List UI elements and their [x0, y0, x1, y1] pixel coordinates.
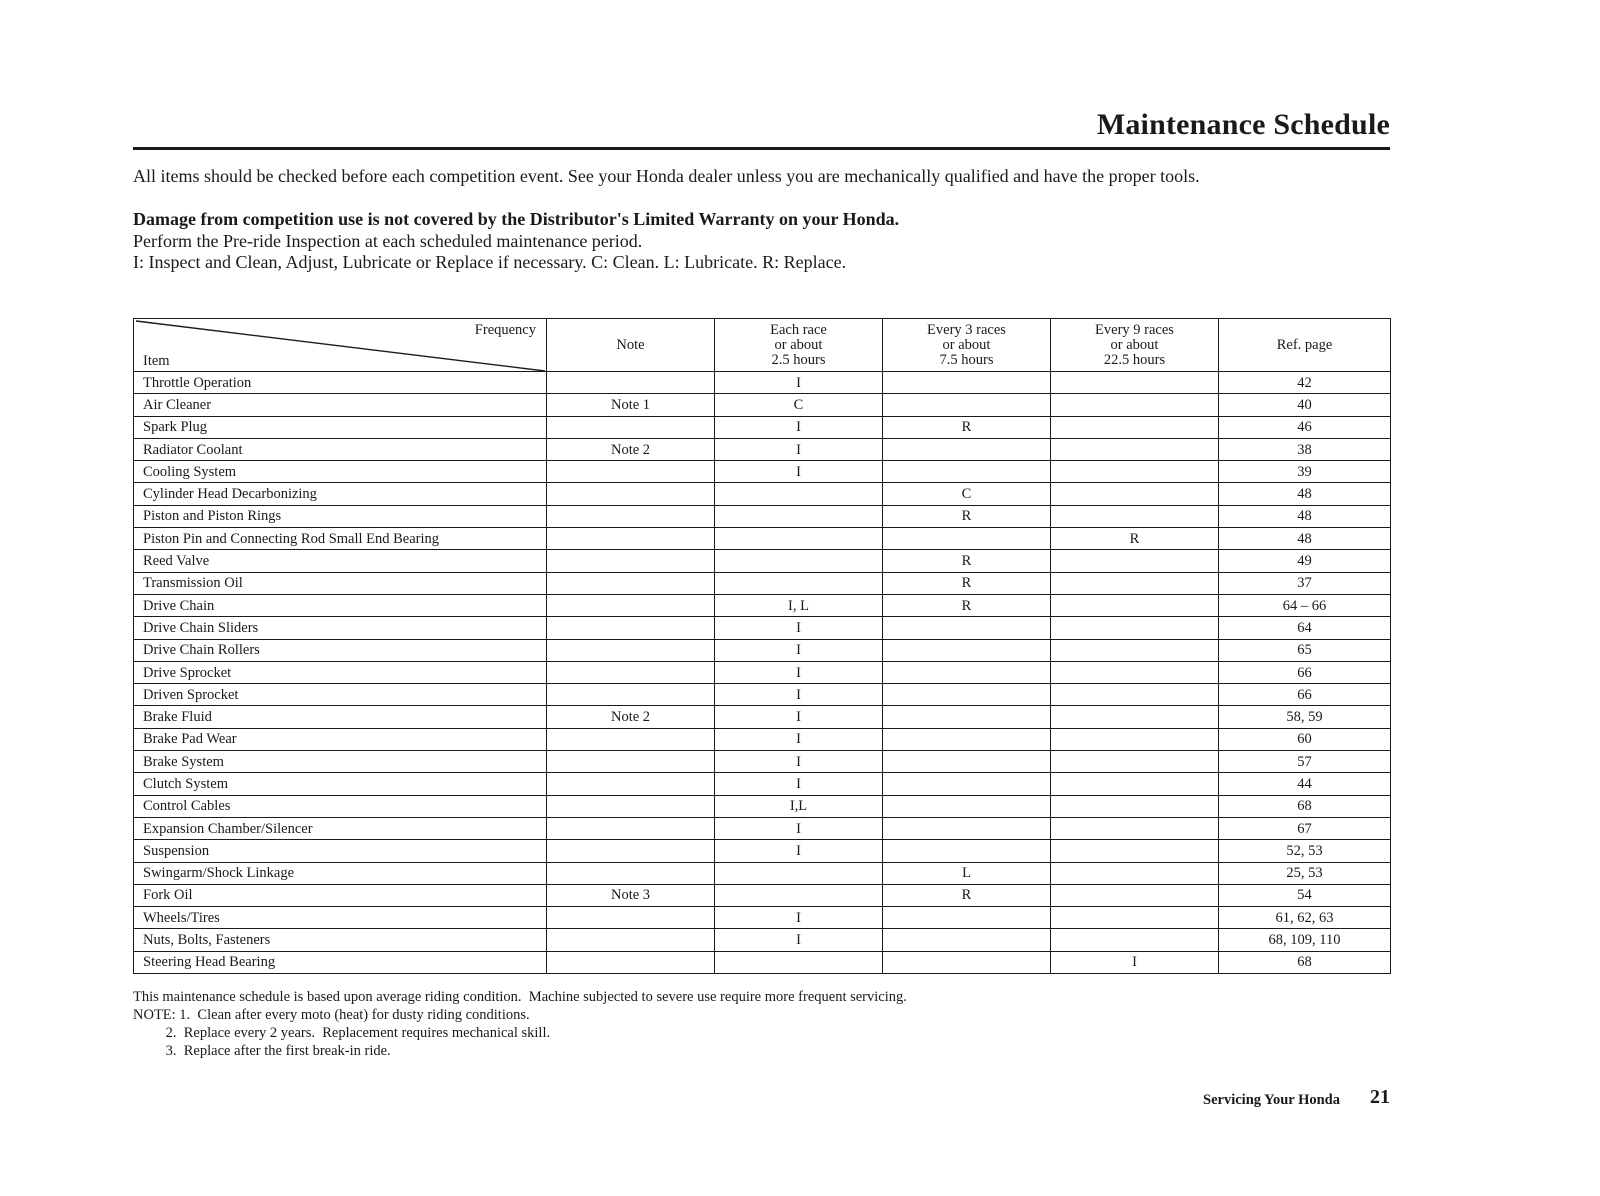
cell-ref-page: 57 [1219, 751, 1391, 773]
cell-item: Air Cleaner [134, 394, 547, 416]
table-row [134, 929, 1391, 951]
cell-each-race [715, 550, 883, 572]
cell-ref-page: 38 [1219, 438, 1391, 460]
cell-every-9-races [1051, 862, 1219, 884]
cell-each-race: I [715, 817, 883, 839]
cell-each-race: I [715, 684, 883, 706]
header-every9-line2: or about [1110, 336, 1159, 353]
cell-note [547, 483, 715, 505]
cell-ref-page: 46 [1219, 416, 1391, 438]
cell-item: Radiator Coolant [134, 438, 547, 460]
cell-every-9-races: R [1051, 528, 1219, 550]
cell-each-race: C [715, 394, 883, 416]
cell-ref-page: 48 [1219, 528, 1391, 550]
cell-every-9-races [1051, 795, 1219, 817]
header-every-3-races [883, 319, 1051, 372]
cell-note [547, 572, 715, 594]
header-item: Item [143, 353, 170, 369]
cell-ref-page: 66 [1219, 684, 1391, 706]
cell-item: Piston Pin and Connecting Rod Small End Bearing [134, 528, 547, 550]
header-every9-line1: Every 9 races [1095, 321, 1174, 338]
cell-each-race [715, 505, 883, 527]
table-row [134, 461, 1391, 483]
warranty-warning: Damage from competition use is not covered by the Distributor's Limited Warranty on your Honda. [133, 209, 900, 229]
cell-ref-page: 64 – 66 [1219, 594, 1391, 616]
cell-every-3-races [883, 438, 1051, 460]
cell-note [547, 416, 715, 438]
cell-note [547, 728, 715, 750]
table-row [134, 862, 1391, 884]
cell-every-3-races: R [883, 550, 1051, 572]
table-row [134, 706, 1391, 728]
cell-each-race [715, 862, 883, 884]
cell-note [547, 951, 715, 973]
cell-ref-page: 52, 53 [1219, 840, 1391, 862]
cell-ref-page: 54 [1219, 884, 1391, 906]
cell-every-3-races [883, 907, 1051, 929]
cell-item: Fork Oil [134, 884, 547, 906]
cell-ref-page: 64 [1219, 617, 1391, 639]
cell-each-race: I [715, 773, 883, 795]
cell-every-9-races [1051, 505, 1219, 527]
table-row [134, 907, 1391, 929]
cell-each-race: I [715, 706, 883, 728]
cell-item: Throttle Operation [134, 372, 547, 394]
cell-every-3-races [883, 751, 1051, 773]
cell-every-3-races [883, 795, 1051, 817]
table-row [134, 505, 1391, 527]
cell-every-3-races [883, 461, 1051, 483]
cell-every-9-races [1051, 817, 1219, 839]
table-row [134, 639, 1391, 661]
cell-each-race: I [715, 438, 883, 460]
cell-item: Suspension [134, 840, 547, 862]
cell-ref-page: 25, 53 [1219, 862, 1391, 884]
cell-every-9-races [1051, 751, 1219, 773]
cell-every-9-races [1051, 438, 1219, 460]
intro-text: All items should be checked before each competition event. See your Honda dealer unless you are mechanically qualified and have the proper tools. [133, 166, 1200, 186]
cell-note [547, 372, 715, 394]
table-row [134, 438, 1391, 460]
cell-note [547, 461, 715, 483]
header-every9-line3: 22.5 hours [1103, 351, 1166, 368]
cell-every-9-races [1051, 594, 1219, 616]
cell-note [547, 639, 715, 661]
warning-block [133, 209, 1390, 274]
cell-every-3-races [883, 817, 1051, 839]
cell-item: Nuts, Bolts, Fasteners [134, 929, 547, 951]
cell-every-9-races [1051, 394, 1219, 416]
cell-every-9-races [1051, 639, 1219, 661]
cell-ref-page: 60 [1219, 728, 1391, 750]
cell-item: Control Cables [134, 795, 547, 817]
cell-each-race [715, 951, 883, 973]
cell-every-9-races [1051, 572, 1219, 594]
table-row [134, 550, 1391, 572]
table-row [134, 572, 1391, 594]
cell-every-3-races: L [883, 862, 1051, 884]
footnote-note-2: 2. Replace every 2 years. Replacement requires mechanical skill. [133, 1025, 551, 1041]
cell-each-race: I [715, 907, 883, 929]
cell-every-3-races [883, 617, 1051, 639]
cell-ref-page: 42 [1219, 372, 1391, 394]
cell-every-9-races [1051, 706, 1219, 728]
cell-every-3-races [883, 929, 1051, 951]
cell-item: Expansion Chamber/Silencer [134, 817, 547, 839]
cell-note [547, 817, 715, 839]
cell-note [547, 505, 715, 527]
page-title: Maintenance Schedule [1096, 108, 1390, 141]
cell-item: Wheels/Tires [134, 907, 547, 929]
table-row [134, 528, 1391, 550]
cell-every-9-races [1051, 550, 1219, 572]
cell-every-3-races [883, 728, 1051, 750]
cell-note: Note 3 [547, 884, 715, 906]
cell-item: Drive Chain Rollers [134, 639, 547, 661]
cell-every-3-races [883, 773, 1051, 795]
cell-every-3-races: R [883, 884, 1051, 906]
table-row [134, 416, 1391, 438]
cell-every-3-races [883, 528, 1051, 550]
table-row [134, 795, 1391, 817]
header-note: Note [547, 319, 715, 372]
cell-ref-page: 49 [1219, 550, 1391, 572]
footer-section-label: Servicing Your Honda [1203, 1092, 1340, 1108]
cell-every-3-races [883, 372, 1051, 394]
cell-each-race: I [715, 661, 883, 683]
cell-note [547, 773, 715, 795]
cell-every-9-races [1051, 416, 1219, 438]
header-each-race-line3: 2.5 hours [771, 351, 826, 368]
cell-ref-page: 48 [1219, 483, 1391, 505]
cell-ref-page: 37 [1219, 572, 1391, 594]
cell-item: Clutch System [134, 773, 547, 795]
cell-each-race: I [715, 416, 883, 438]
cell-every-3-races [883, 684, 1051, 706]
table-row [134, 728, 1391, 750]
cell-item: Brake System [134, 751, 547, 773]
cell-item: Drive Chain Sliders [134, 617, 547, 639]
header-each-race [715, 319, 883, 372]
header-each-race-line2: or about [774, 336, 823, 353]
cell-item: Drive Chain [134, 594, 547, 616]
cell-every-9-races [1051, 929, 1219, 951]
cell-ref-page: 40 [1219, 394, 1391, 416]
header-every3-line1: Every 3 races [927, 321, 1006, 338]
cell-note [547, 594, 715, 616]
cell-item: Cylinder Head Decarbonizing [134, 483, 547, 505]
cell-item: Transmission Oil [134, 572, 547, 594]
cell-every-9-races [1051, 461, 1219, 483]
cell-every-3-races [883, 951, 1051, 973]
cell-every-9-races [1051, 907, 1219, 929]
cell-each-race [715, 528, 883, 550]
cell-ref-page: 48 [1219, 505, 1391, 527]
cell-each-race: I,L [715, 795, 883, 817]
cell-every-3-races: R [883, 416, 1051, 438]
cell-note [547, 617, 715, 639]
cell-ref-page: 58, 59 [1219, 706, 1391, 728]
cell-ref-page: 68 [1219, 951, 1391, 973]
header-ref-page: Ref. page [1219, 319, 1391, 372]
table-row [134, 661, 1391, 683]
header-frequency: Frequency [474, 322, 536, 338]
cell-ref-page: 44 [1219, 773, 1391, 795]
cell-every-3-races [883, 639, 1051, 661]
cell-every-3-races [883, 706, 1051, 728]
cell-item: Cooling System [134, 461, 547, 483]
cell-item: Brake Fluid [134, 706, 547, 728]
preride-text: Perform the Pre-ride Inspection at each scheduled maintenance period. [133, 230, 643, 251]
cell-every-9-races [1051, 840, 1219, 862]
cell-note [547, 661, 715, 683]
title-rule [133, 147, 1390, 150]
cell-every-9-races [1051, 884, 1219, 906]
cell-note [547, 840, 715, 862]
legend-text: I: Inspect and Clean, Adjust, Lubricate or Replace if necessary. C: Clean. L: Lubricate. R: Replace. [133, 252, 847, 272]
cell-note [547, 550, 715, 572]
cell-every-9-races [1051, 728, 1219, 750]
cell-note [547, 907, 715, 929]
cell-every-9-races [1051, 617, 1219, 639]
table-row [134, 594, 1391, 616]
table-row [134, 840, 1391, 862]
cell-item: Steering Head Bearing [134, 951, 547, 973]
footnote-note-1: NOTE: 1. Clean after every moto (heat) for dusty riding conditions. [133, 1007, 530, 1023]
cell-every-3-races: R [883, 505, 1051, 527]
cell-note [547, 684, 715, 706]
header-every3-line2: or about [942, 336, 991, 353]
header-every-9-races [1051, 319, 1219, 372]
cell-note: Note 2 [547, 706, 715, 728]
cell-each-race: I [715, 372, 883, 394]
cell-item: Reed Valve [134, 550, 547, 572]
cell-note: Note 2 [547, 438, 715, 460]
cell-every-9-races [1051, 483, 1219, 505]
table-row [134, 773, 1391, 795]
cell-every-3-races: R [883, 572, 1051, 594]
cell-item: Driven Sprocket [134, 684, 547, 706]
cell-ref-page: 39 [1219, 461, 1391, 483]
cell-each-race: I, L [715, 594, 883, 616]
table-row [134, 951, 1391, 973]
cell-every-9-races [1051, 372, 1219, 394]
table-row [134, 394, 1391, 416]
cell-note [547, 862, 715, 884]
table-row [134, 617, 1391, 639]
cell-note [547, 929, 715, 951]
cell-note [547, 751, 715, 773]
cell-each-race: I [715, 929, 883, 951]
footnote-note-3: 3. Replace after the first break-in ride. [133, 1043, 391, 1059]
cell-each-race: I [715, 840, 883, 862]
cell-every-9-races: I [1051, 951, 1219, 973]
table-header-row [134, 319, 1391, 372]
cell-each-race: I [715, 461, 883, 483]
cell-item: Swingarm/Shock Linkage [134, 862, 547, 884]
cell-each-race: I [715, 751, 883, 773]
cell-ref-page: 61, 62, 63 [1219, 907, 1391, 929]
cell-item: Spark Plug [134, 416, 547, 438]
footnote-basis: This maintenance schedule is based upon average riding condition. Machine subjected to severe use require more frequent servicing. [133, 989, 907, 1005]
cell-every-3-races: C [883, 483, 1051, 505]
cell-each-race: I [715, 617, 883, 639]
cell-ref-page: 67 [1219, 817, 1391, 839]
cell-every-9-races [1051, 661, 1219, 683]
cell-note [547, 795, 715, 817]
maintenance-table [133, 318, 1391, 974]
cell-each-race: I [715, 639, 883, 661]
table-row [134, 483, 1391, 505]
header-every3-line3: 7.5 hours [939, 351, 994, 368]
cell-every-3-races [883, 661, 1051, 683]
cell-item: Drive Sprocket [134, 661, 547, 683]
cell-each-race: I [715, 728, 883, 750]
table-body [134, 372, 1391, 974]
cell-item: Brake Pad Wear [134, 728, 547, 750]
footnotes [133, 988, 1390, 1060]
cell-ref-page: 65 [1219, 639, 1391, 661]
cell-ref-page: 68, 109, 110 [1219, 929, 1391, 951]
header-item-frequency [134, 319, 547, 372]
cell-each-race [715, 884, 883, 906]
table-row [134, 751, 1391, 773]
page-number: 21 [1370, 1086, 1390, 1108]
cell-each-race [715, 483, 883, 505]
table-row [134, 684, 1391, 706]
cell-note: Note 1 [547, 394, 715, 416]
header-each-race-line1: Each race [770, 321, 827, 338]
cell-ref-page: 66 [1219, 661, 1391, 683]
cell-every-9-races [1051, 773, 1219, 795]
table-row [134, 817, 1391, 839]
cell-every-3-races [883, 394, 1051, 416]
table-row [134, 372, 1391, 394]
table-row [134, 884, 1391, 906]
cell-every-3-races: R [883, 594, 1051, 616]
cell-each-race [715, 572, 883, 594]
cell-item: Piston and Piston Rings [134, 505, 547, 527]
cell-every-9-races [1051, 684, 1219, 706]
cell-ref-page: 68 [1219, 795, 1391, 817]
cell-note [547, 528, 715, 550]
cell-every-3-races [883, 840, 1051, 862]
